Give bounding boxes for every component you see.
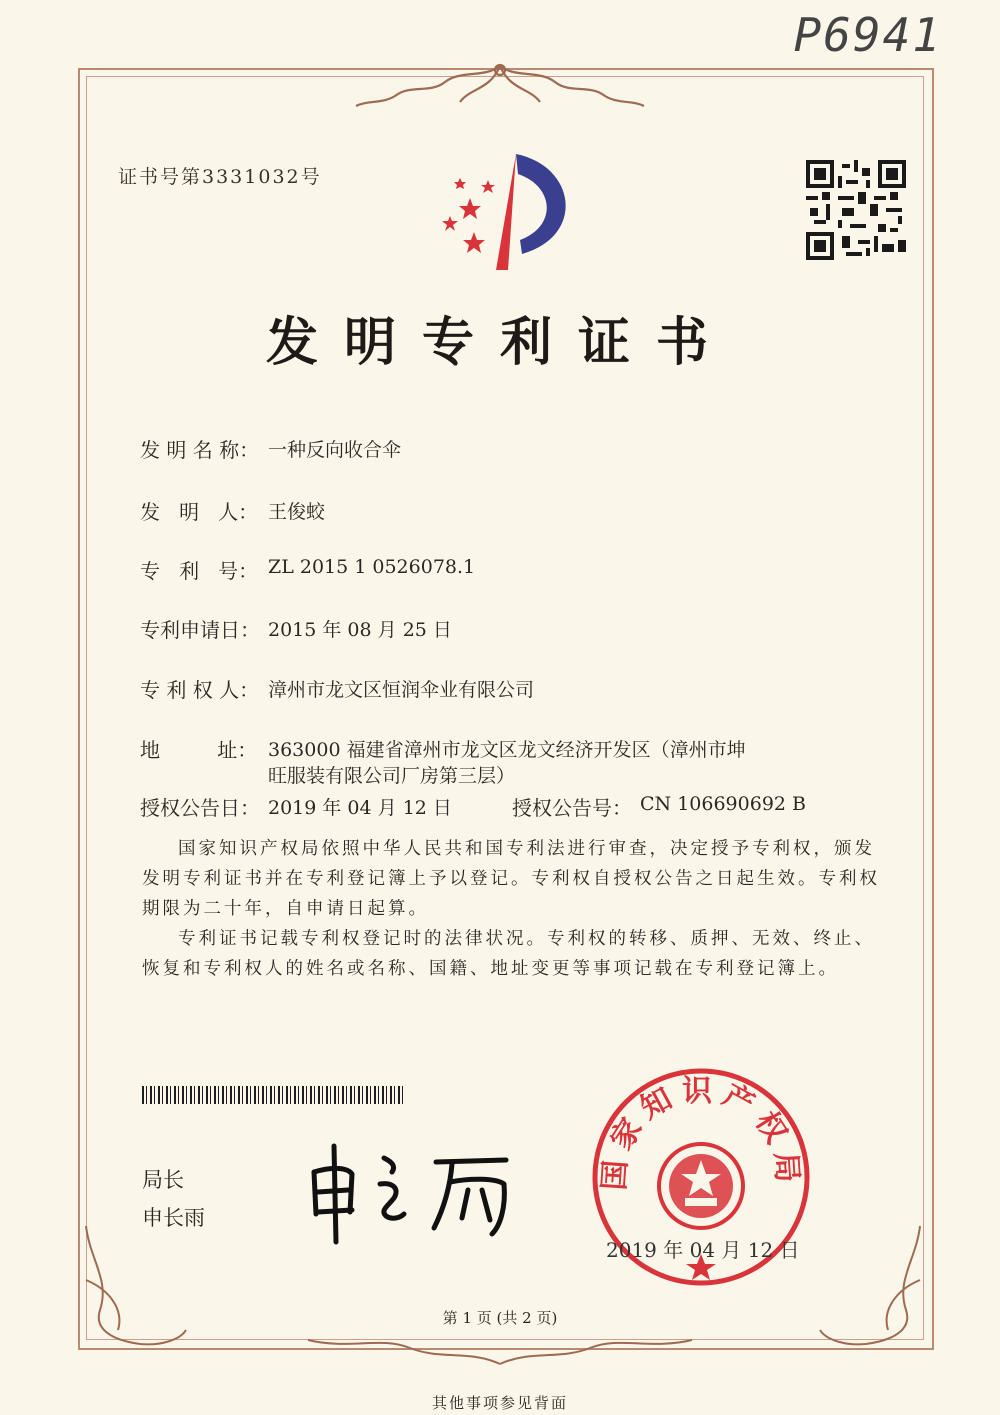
top-ornament — [350, 60, 650, 116]
filing-date-value: 2015 年 08 月 25 日 — [268, 619, 452, 641]
patent-number-label: 专 利 号： — [140, 559, 259, 583]
qr-code — [806, 160, 906, 260]
inventor-value: 王俊蛟 — [268, 501, 326, 523]
paragraph-1: 国家知识产权局依照中华人民共和国专利法进行审查，决定授予专利权，颁发发明专利证书并在专利登记簿上予以登记。专利权自授权公告之日起生效。专利权期限为二十年，自申请日起算。 — [142, 839, 880, 919]
certificate-title: 发明专利证书 — [265, 312, 734, 373]
patentee-label: 专 利 权 人： — [140, 678, 260, 702]
invention-name-value: 一种反向收合伞 — [268, 439, 402, 461]
patentee-value: 漳州市龙文区恒润伞业有限公司 — [268, 679, 535, 701]
seal-date: 2019 年 04 月 12 日 — [606, 1238, 800, 1262]
footer-note: 其他事项参见背面 — [431, 1394, 568, 1412]
address-label: 地 址： — [140, 738, 258, 762]
svg-text:国家知识产权局: 国家知识产权局 — [596, 1074, 806, 1192]
grant-number-label: 授权公告号： — [512, 796, 632, 820]
director-name: 申长雨 — [142, 1206, 205, 1230]
handwritten-note: P6941 — [793, 8, 942, 62]
address-line-2: 旺服装有限公司厂房第三层） — [268, 765, 516, 787]
barcode — [142, 1086, 404, 1104]
patent-number-value: ZL 2015 1 0526078.1 — [268, 556, 476, 578]
paragraph-2: 专利证书记载专利权登记时的法律状况。专利权的转移、质押、无效、终止、恢复和专利权人的姓名或名称、国籍、地址变更等事项记载在专利登记簿上。 — [142, 929, 875, 979]
grant-date-label: 授权公告日： — [140, 796, 260, 820]
address-line-1: 363000 福建省漳州市龙文区龙文经济开发区（漳州市坤 — [268, 739, 746, 761]
inventor-label: 发 明 人： — [140, 500, 259, 524]
page-number: 第 1 页 (共 2 页) — [442, 1309, 558, 1327]
invention-name-label: 发 明 名 称： — [140, 438, 260, 462]
grant-date-value: 2019 年 04 月 12 日 — [268, 797, 452, 819]
patent-office-logo — [436, 146, 586, 276]
director-signature — [300, 1138, 520, 1248]
certificate-number: 证书号第3331032号 — [118, 166, 322, 188]
director-title: 局长 — [142, 1168, 184, 1192]
grant-number-value: CN 106690692 B — [640, 793, 806, 815]
corner-ornament-right — [816, 1220, 926, 1350]
corner-ornament-left — [80, 1220, 190, 1350]
filing-date-label: 专利申请日： — [140, 618, 260, 642]
